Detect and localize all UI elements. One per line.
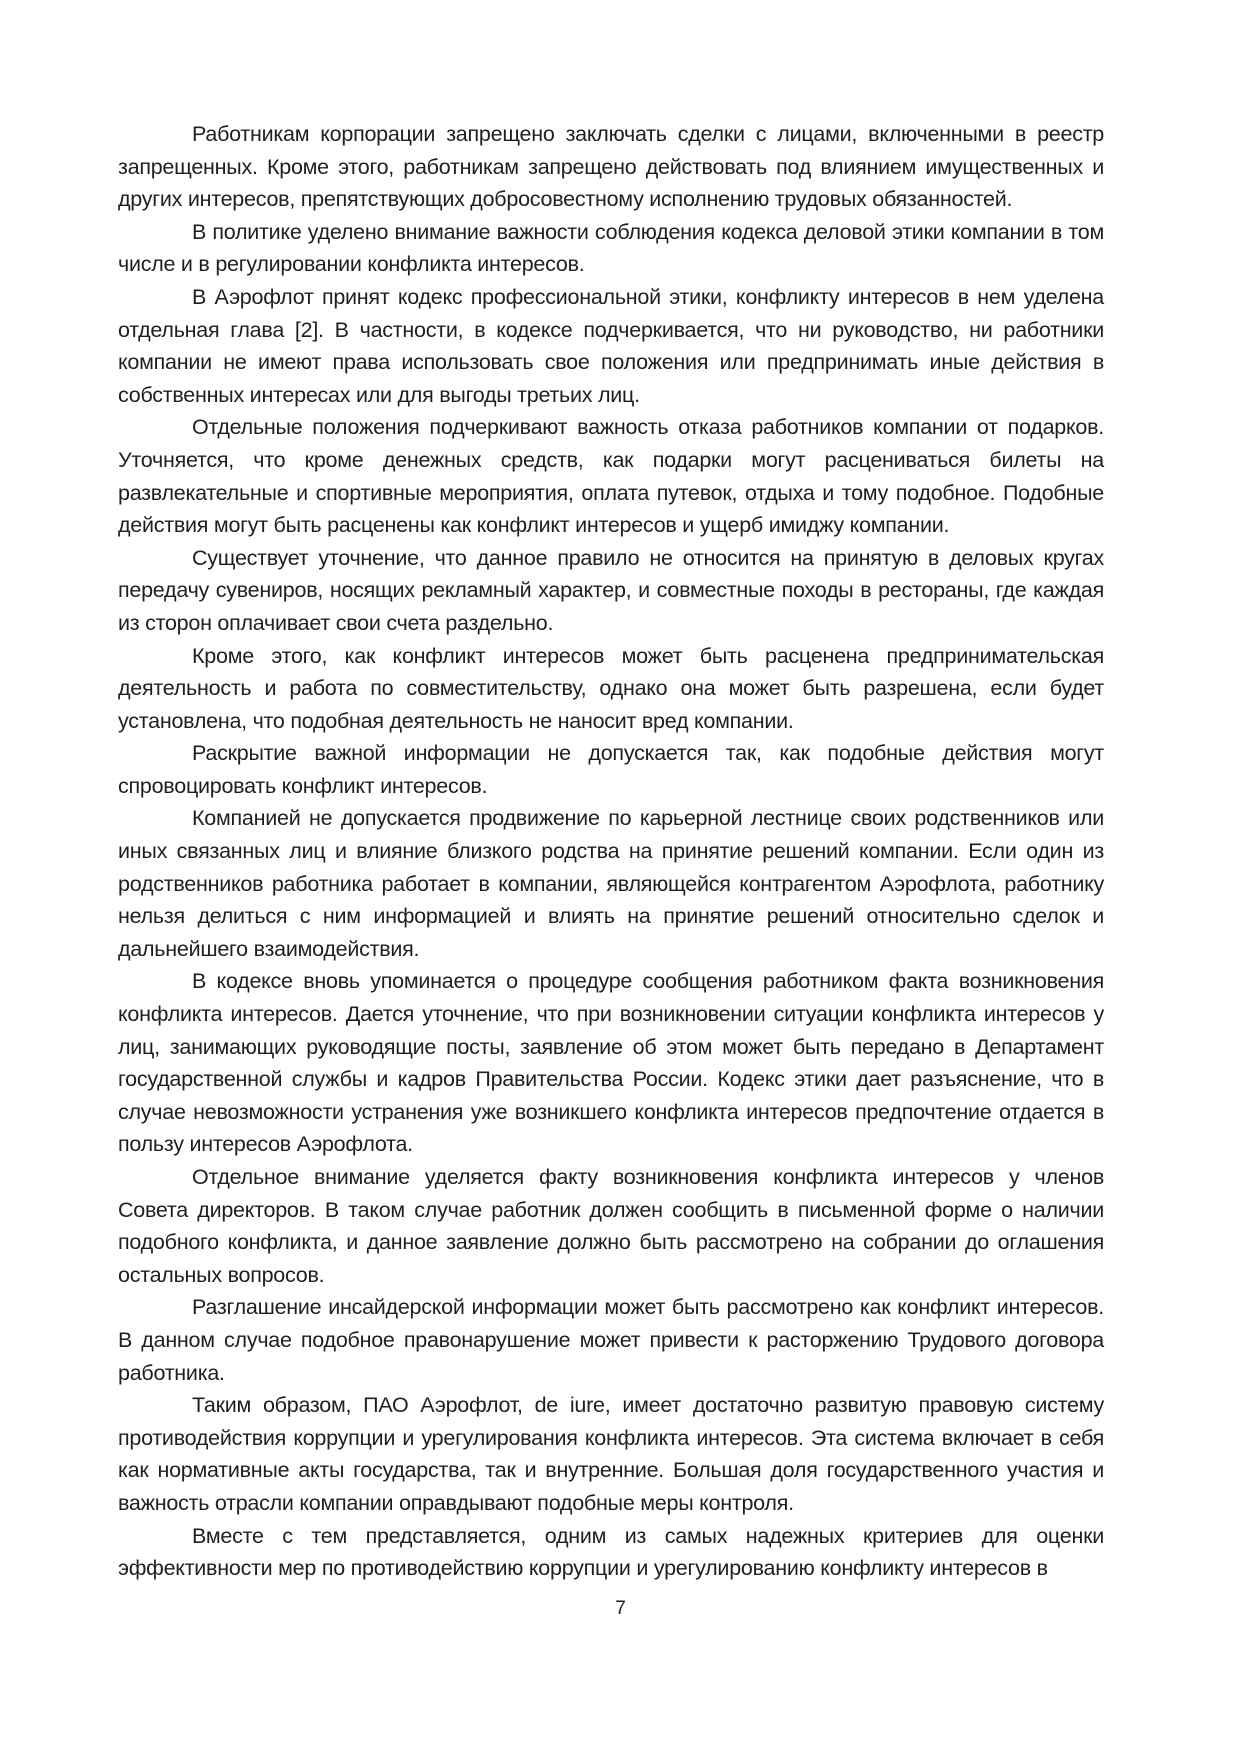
paragraph-13: Вместе с тем представляется, одним из самых надежных критериев для оценки эффективности мер по противодействию коррупции и урегулированию конфликту интересов в [118,1523,1104,1581]
paragraph-7: Раскрытие важной информации не допускается так, как подобные действия могут спровоцировать конфликт интересов. [118,741,1104,798]
paragraph-2: В политике уделено внимание важности соблюдения кодекса деловой этики компании в том числе и в регулировании конфликта интересов. [118,219,1104,277]
body-text [118,118,1104,1585]
page-number: 7 [615,1598,626,1619]
paragraph-12: Таким образом, ПАО Аэрофлот, de iure, имеет достаточно развитую правовую систему противодействия коррупции и урегулирования конфликта интересов. Эта система включает в себя как нормативные акты государства, так и внутренние. Большая доля государственного участия и важность отрасли компании оправдывают подобные меры контроля. [118,1393,1104,1515]
paragraph-8: Компанией не допускается продвижение по карьерной лестнице своих родственников или иных связанных лиц и влияние близкого родства на принятие решений компании. Если один из родственников работника работает в компании, являющейся контрагентом Аэрофлота, работнику нельзя делиться с ним информацией и влиять на принятие решений относительно сделок и дальнейшего взаимодействия. [118,806,1104,961]
paragraph-11: Разглашение инсайдерской информации может быть рассмотрено как конфликт интересов. В данном случае подобное правонарушение может привести к расторжению Трудового договора работника. [118,1295,1104,1385]
paragraph-9: В кодексе вновь упоминается о процедуре сообщения работником факта возникновения конфликта интересов. Дается уточнение, что при возникновении ситуации конфликта интересов у лиц, занимающих руководящие посты, заявление об этом может быть передано в Департамент государственной службы и кадров Правительства России. Кодекс этики дает разъяснение, что в случае невозможности устранения уже возникшего конфликта интересов предпочтение отдается в пользу интересов Аэрофлота. [118,969,1104,1157]
paragraph-10: Отдельное внимание уделяется факту возникновения конфликта интересов у членов Совета директоров. В таком случае работник должен сообщить в письменной форме о наличии подобного конфликта, и данное заявление должно быть рассмотрено на собрании до оглашения остальных вопросов. [118,1165,1104,1287]
paragraph-4: Отдельные положения подчеркивают важность отказа работников компании от подарков. Уточняется, что кроме денежных средств, как подарки могут расцениваться билеты на развлекательные и спортивные мероприятия, оплата путевок, отдыха и тому подобное. Подобные действия могут быть расценены как конфликт интересов и ущерб имиджу компании. [118,415,1104,538]
paragraph-6: Кроме этого, как конфликт интересов может быть расценена предпринимательская деятельность и работа по совместительству, однако она может быть разрешена, если будет установлена, что подобная деятельность не наносит вред компании. [118,643,1104,733]
paragraph-3: В Аэрофлот принят кодекс профессиональной этики, конфликту интересов в нем уделена отдельная глава [2]. В частности, в кодексе подчеркивается, что ни руководство, ни работники компании не имеют права использовать свое положения или предпринимать иные действия в собственных интересах или для выгоды третьих лиц. [118,284,1104,407]
paragraph-1: Работникам корпорации запрещено заключать сделки с лицами, включенными в реестр запрещенных. Кроме этого, работникам запрещено действовать под влиянием имущественных и других интересов, препятствующих добросовестному исполнению трудовых обязанностей. [118,122,1104,212]
paragraph-5: Существует уточнение, что данное правило не относится на принятую в деловых кругах передачу сувениров, носящих рекламный характер, и совместные походы в рестораны, где каждая из сторон оплачивает свои счета раздельно. [118,545,1104,635]
